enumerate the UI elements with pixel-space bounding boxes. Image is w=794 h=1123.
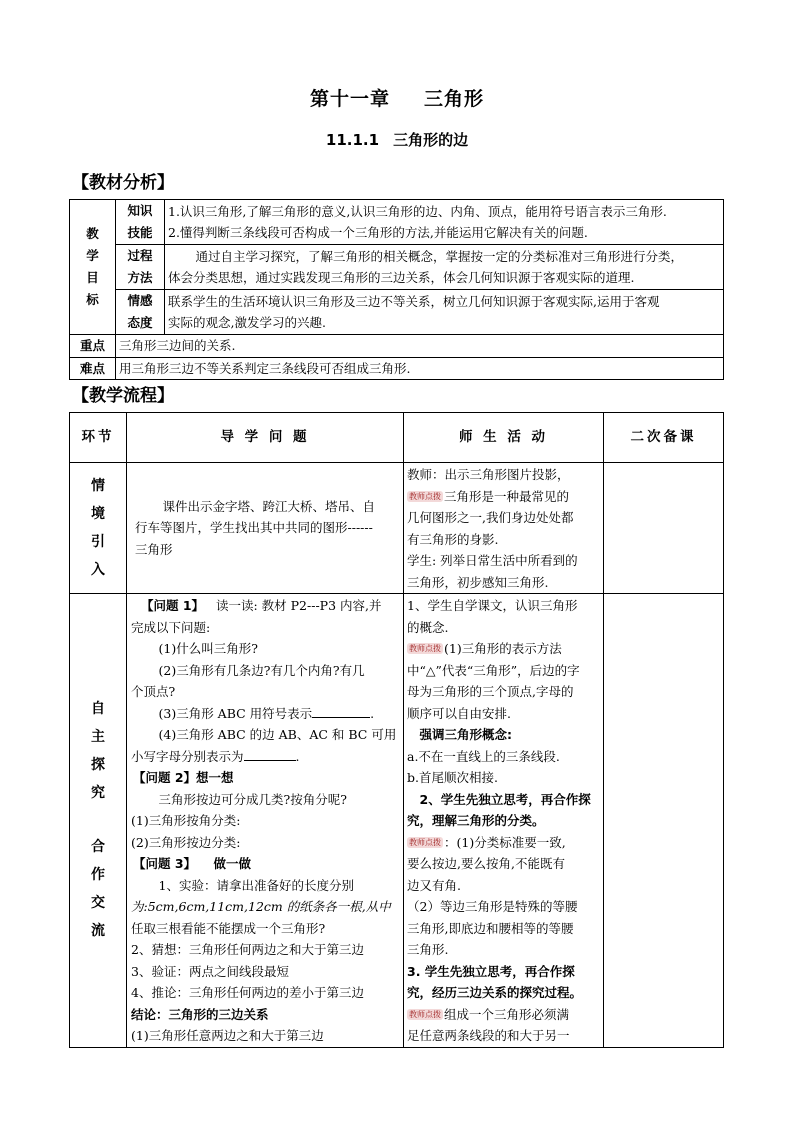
- key-point-label: 重点: [70, 335, 116, 358]
- stage-explore-notes: [604, 594, 724, 1048]
- stage-explore-questions: 【问题 1】 读一读: 教材 P2---P3 内容,并 完成以下问题: (1)什么叫三角形? (2)三角形有几条边?有几个内角?有几 个顶点? (3)三角形 ABC 用符号表示 . (4)三角形 ABC 的边 AB、AC 和 BC 可用 小写字母分别表示为 . 【问题 2】想一想 三角形按边可分成几类?按角分呢? (1)三角形按角分类: (2)三角形按边分类: 【问题 3】 做一做 1、实验：请拿出准备好的长度分别 为:5cm,6cm,11cm,12cm 的纸条各一根,从中 任取三根看能不能摆成一个三角形? 2、猜想：三角形任何两边之和大于第三边 3、验证：两点之间线段最短 4、推论：三角形任何两边的差小于第三边 结论：三角形的三边关系 (1)三角形任意两边之和大于第三边: [127, 594, 404, 1048]
- stage-explore-activities: 1、学生自学课文，认识三角形 的概念. 教师点拨 (1)三角形的表示方法 中“△”代表“三角形”，后边的字 母为三角形的三个顶点,字母的 顺序可以自由安排. 强调三角形概念: a.不在一直线上的三条线段. b.首尾顺次相接. 2、学生先独立思考，再合作探 究，理解三角形的分类。 教师点拨 ：(1)分类标准要一致, 要么按边,要么按角,不能既有 边又有角. （2）等边三角形是特殊的等腰 三角形,即底边和腰相等的等腰 三角形. 3. 学生先独立思考，再合作探 究，经历三边关系的探究过程。 教师点拨 组成一个三角形必须满 足任意两条线段的和大于另一: [404, 594, 604, 1048]
- emotion-text: 联系学生的生活环境认识三角形及三边不等关系，树立几何知识源于客观实际,运用于客观 实际的观念,激发学习的兴趣.: [165, 290, 724, 335]
- difficulty-text: 用三角形三边不等关系判定三条线段可否组成三角形.: [116, 357, 724, 380]
- section-heading-analysis: 【教材分析】: [72, 173, 174, 193]
- teacher-tip-badge: 教师点拨: [409, 1009, 441, 1019]
- answer-blank: [244, 748, 296, 761]
- knowledge-text: 1.认识三角形,了解三角形的意义,认识三角形的边、内角、顶点，能用符号语言表示三角形. 2.懂得判断三条线段可否构成一个三角形的方法,并能运用它解决有关的问题.: [165, 200, 724, 245]
- teacher-tip-badge: 教师点拨: [409, 837, 441, 847]
- emotion-label: 情感 态度: [116, 290, 165, 335]
- analysis-table: [69, 199, 724, 380]
- lesson-name: 三角形的边: [393, 131, 469, 149]
- stage-intro-label: 情 境 引 入: [70, 463, 127, 594]
- chapter-name: 三角形: [424, 88, 485, 110]
- header-stage: 环节: [70, 413, 127, 463]
- chapter-title: [0, 84, 794, 111]
- stage-intro-notes: [604, 463, 724, 594]
- goals-label: 教 学 目 标: [70, 200, 116, 335]
- lesson-title: [0, 129, 794, 150]
- header-second-prep: 二次备课: [604, 413, 724, 463]
- teacher-tip-badge: 教师点拨: [409, 644, 441, 653]
- teacher-tip-badge: 教师点拨: [409, 491, 441, 501]
- stage-intro-activity: 教师：出示三角形图片投影， 教师点拨 三角形是一种最常见的 几何图形之一,我们身边处处都 有三角形的身影. 学生: 列举日常生活中所看到的 三角形，初步感知三角形.: [404, 463, 604, 594]
- section-heading-flow: 【教学流程】: [72, 386, 174, 406]
- chapter-number: 第十一章: [309, 88, 390, 110]
- flow-table: [69, 412, 724, 1048]
- header-activity: 师 生 活 动: [404, 413, 604, 463]
- lesson-number: 11.1.1: [325, 131, 380, 149]
- stage-intro-question: 课件出示金字塔、跨江大桥、塔吊、自 行车等图片，学生找出其中共同的图形------ 三角形: [127, 463, 404, 594]
- header-question: 导 学 问 题: [127, 413, 404, 463]
- process-text: 通过自主学习探究，了解三角形的相关概念，掌握按一定的分类标准对三角形进行分类， 体会分类思想，通过实践发现三角形的三边关系，体会几何知识源于客观实际的道理.: [165, 245, 724, 290]
- stage-explore-label: 自 主 探 究 合 作 交 流: [70, 594, 127, 1048]
- process-label: 过程 方法: [116, 245, 165, 290]
- difficulty-label: 难点: [70, 357, 116, 380]
- answer-blank: [312, 705, 370, 718]
- key-point-text: 三角形三边间的关系.: [116, 335, 724, 358]
- knowledge-label: 知识 技能: [116, 200, 165, 245]
